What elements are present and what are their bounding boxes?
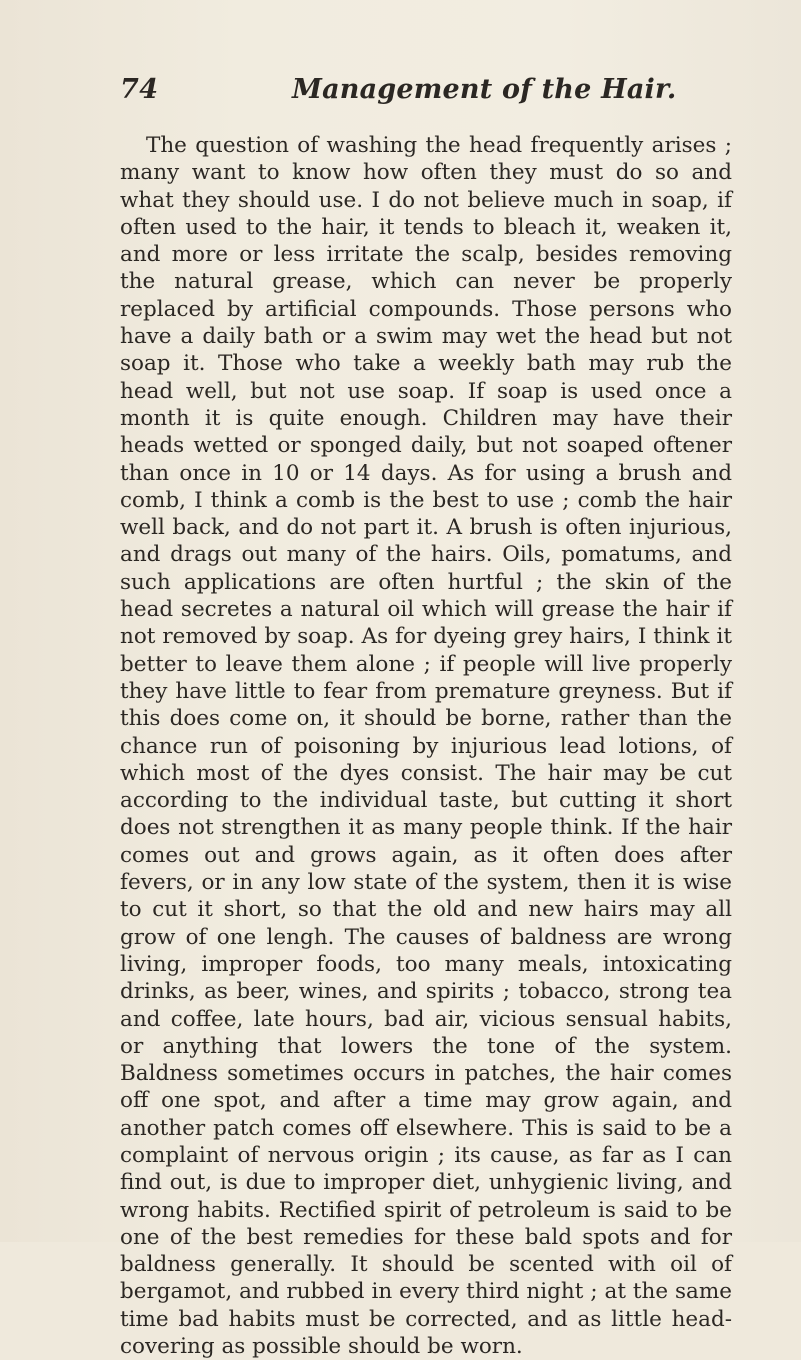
running-head: Management of the Hair. — [292, 74, 677, 105]
page-header — [120, 74, 730, 114]
page-number: 74 — [120, 74, 159, 105]
body-paragraph: The question of washing the head frequently arises ; many want to know how often they must do so and what they should use. I do not believe much in soap, if often used to the hair, it tends to bleach it, weaken it, and more or less irritate the scalp, besides removing the natural grease, which can never be properly replaced by artificial compounds. Those persons who have a daily bath or a swim may wet the head but not soap it. Those who take a weekly bath may rub the head well, but not use soap. If soap is used once a month it is quite enough. Children may have their heads wetted or sponged daily, but not soaped oftener than once in 10 or 14 days. As for using a brush and comb, I think a comb is the best to use ; comb the hair well back, and do not part it. A brush is often injurious, and drags out many of the hairs. Oils, pomatums, and such applications are often hurtful ; the skin of the head secretes a natural oil which will grease the hair if not removed by soap. As for dyeing grey hairs, I think it better to leave them alone ; if people will live properly they have little to fear from premature greyness. But if this does come on, it should be borne, rather than the chance run of poisoning by injurious lead lotions, of which most of the dyes consist. The hair may be cut according to the individual taste, but cutting it short does not strengthen it as many people think. If the hair comes out and grows again, as it often does after fevers, or in any low state of the system, then it is wise to cut it short, so that the old and new hairs may all grow of one lengh. The causes of baldness are wrong living, improper foods, too many meals, intoxicating drinks, as beer, wines, and spirits ; tobacco, strong tea and coffee, late hours, bad air, vicious sensual habits, or anything that lowers the tone of the system. Baldness sometimes occurs in patches, the hair comes off one spot, and after a time may grow again, and another patch comes off elsewhere. This is said to be a complaint of nervous origin ; its cause, as far as I can find out, is due to improper diet, unhygienic living, and wrong habits. Rectified spirit of petroleum is said to be one of the best remedies for these bald spots and for baldness generally. It should be scented with oil of bergamot, and rubbed in every third night ; at the same time bad habits must be corrected, and as little headcovering as possible should be worn. — [120, 133, 732, 1360]
